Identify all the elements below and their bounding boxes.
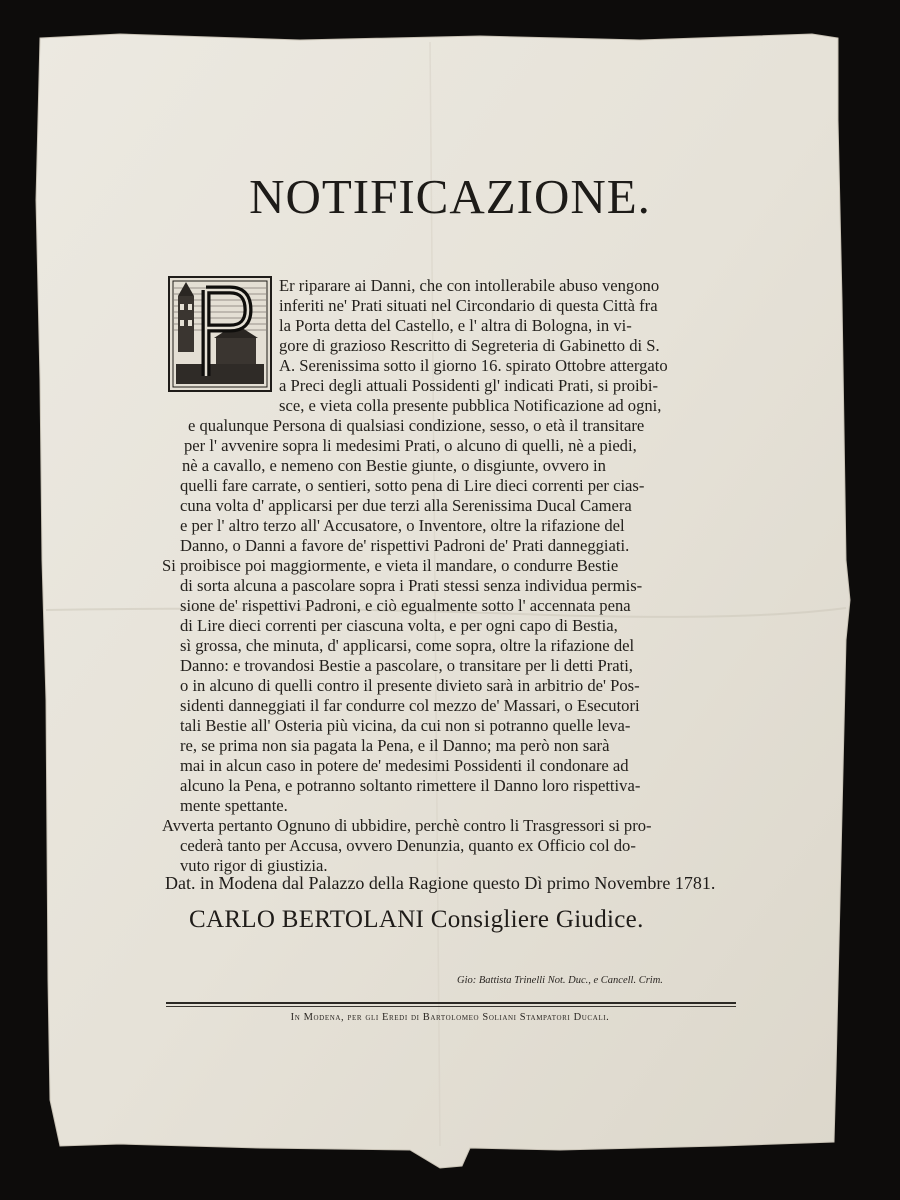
body-line: nè a cavallo, e nemeno con Bestie giunte, o disgiunte, ovvero in bbox=[182, 456, 606, 475]
body-line: a Preci degli attuali Possidenti gl' indicati Prati, si proibi- bbox=[279, 376, 659, 395]
body-line: sce, e vieta colla presente pubblica Notificazione ad ogni, bbox=[279, 396, 662, 415]
body-line: sidenti danneggiati il far condurre col mezzo de' Massari, o Esecutori bbox=[180, 696, 640, 715]
signatory: CARLO BERTOLANI Consigliere Giudice. bbox=[189, 906, 644, 933]
body-line: e qualunque Persona di qualsiasi condizione, sesso, o età il transitare bbox=[188, 416, 645, 435]
body-line: o in alcuno di quelli contro il presente divieto sarà in arbitrio de' Pos- bbox=[180, 676, 640, 695]
body-line: cederà tanto per Accusa, ovvero Denunzia, quanto ex Officio col do- bbox=[180, 836, 636, 855]
printer-imprint: In Modena, per gli Eredi di Bartolomeo Soliani Stampatori Ducali. bbox=[290, 1012, 610, 1023]
body-line: mai in alcun caso in potere de' medesimi Possidenti il condonare ad bbox=[180, 756, 629, 775]
body-line: Danno, o Danni a favore de' rispettivi Padroni de' Prati danneggiati. bbox=[180, 536, 630, 555]
body-line: alcuno la Pena, e potranno soltanto rimettere il Danno loro rispettiva- bbox=[180, 776, 641, 795]
body-line: re, se prima non sia pagata la Pena, e il Danno; ma però non sarà bbox=[180, 736, 610, 755]
body-line: inferiti ne' Prati situati nel Circondario di questa Città fra bbox=[279, 296, 658, 315]
body-line: mente spettante. bbox=[180, 796, 288, 815]
body-line: tali Bestie all' Osteria più vicina, da cui non si potranno quelle leva- bbox=[180, 716, 631, 735]
body-line: la Porta detta del Castello, e l' altra di Bologna, in vi- bbox=[279, 316, 632, 335]
body-line: vuto rigor di giustizia. bbox=[180, 856, 328, 875]
notice-title: NOTIFICAZIONE. bbox=[249, 169, 651, 224]
divider-rule-thin bbox=[166, 1006, 736, 1007]
body-line: A. Serenissima sotto il giorno 16. spirato Ottobre attergato bbox=[279, 356, 668, 375]
body-line: sione de' rispettivi Padroni, e ciò egualmente sotto l' accennata pena bbox=[180, 596, 631, 615]
body-line: di Lire dieci correnti per ciascuna volta, e per ogni capo di Bestia, bbox=[180, 616, 618, 635]
body-line: per l' avvenire sopra li medesimi Prati, o alcuno di quelli, nè a piedi, bbox=[184, 436, 637, 455]
date-line: Dat. in Modena dal Palazzo della Ragione questo Dì primo Novembre 1781. bbox=[165, 873, 716, 893]
notary-line: Gio: Battista Trinelli Not. Duc., e Cancell. Crim. bbox=[457, 975, 663, 986]
body-line: e per l' altro terzo all' Accusatore, o Inventore, oltre la rifazione del bbox=[180, 516, 625, 535]
body-line: gore di grazioso Rescritto di Segreteria di Gabinetto di S. bbox=[279, 336, 660, 355]
divider-rule bbox=[166, 1002, 736, 1004]
body-line: cuna volta d' applicarsi per due terzi alla Serenissima Ducal Camera bbox=[180, 496, 632, 515]
body-line: quelli fare carrate, o sentieri, sotto pena di Lire dieci correnti per cias- bbox=[180, 476, 645, 495]
body-line: Danno: e trovandosi Bestie a pascolare, o transitare per li detti Prati, bbox=[180, 656, 633, 675]
body-line: Si proibisce poi maggiormente, e vieta il mandare, o condurre Bestie bbox=[162, 556, 619, 575]
body-line: Er riparare ai Danni, che con intollerabile abuso vengono bbox=[279, 276, 660, 295]
body-line: Avverta pertanto Ognuno di ubbidire, perchè contro li Trasgressori si pro- bbox=[162, 816, 652, 835]
body-line: di sorta alcuna a pascolare sopra i Prati stessi senza individua permis- bbox=[180, 576, 643, 595]
body-line: sì grossa, che minuta, d' applicarsi, come sopra, oltre la rifazione del bbox=[180, 636, 635, 655]
